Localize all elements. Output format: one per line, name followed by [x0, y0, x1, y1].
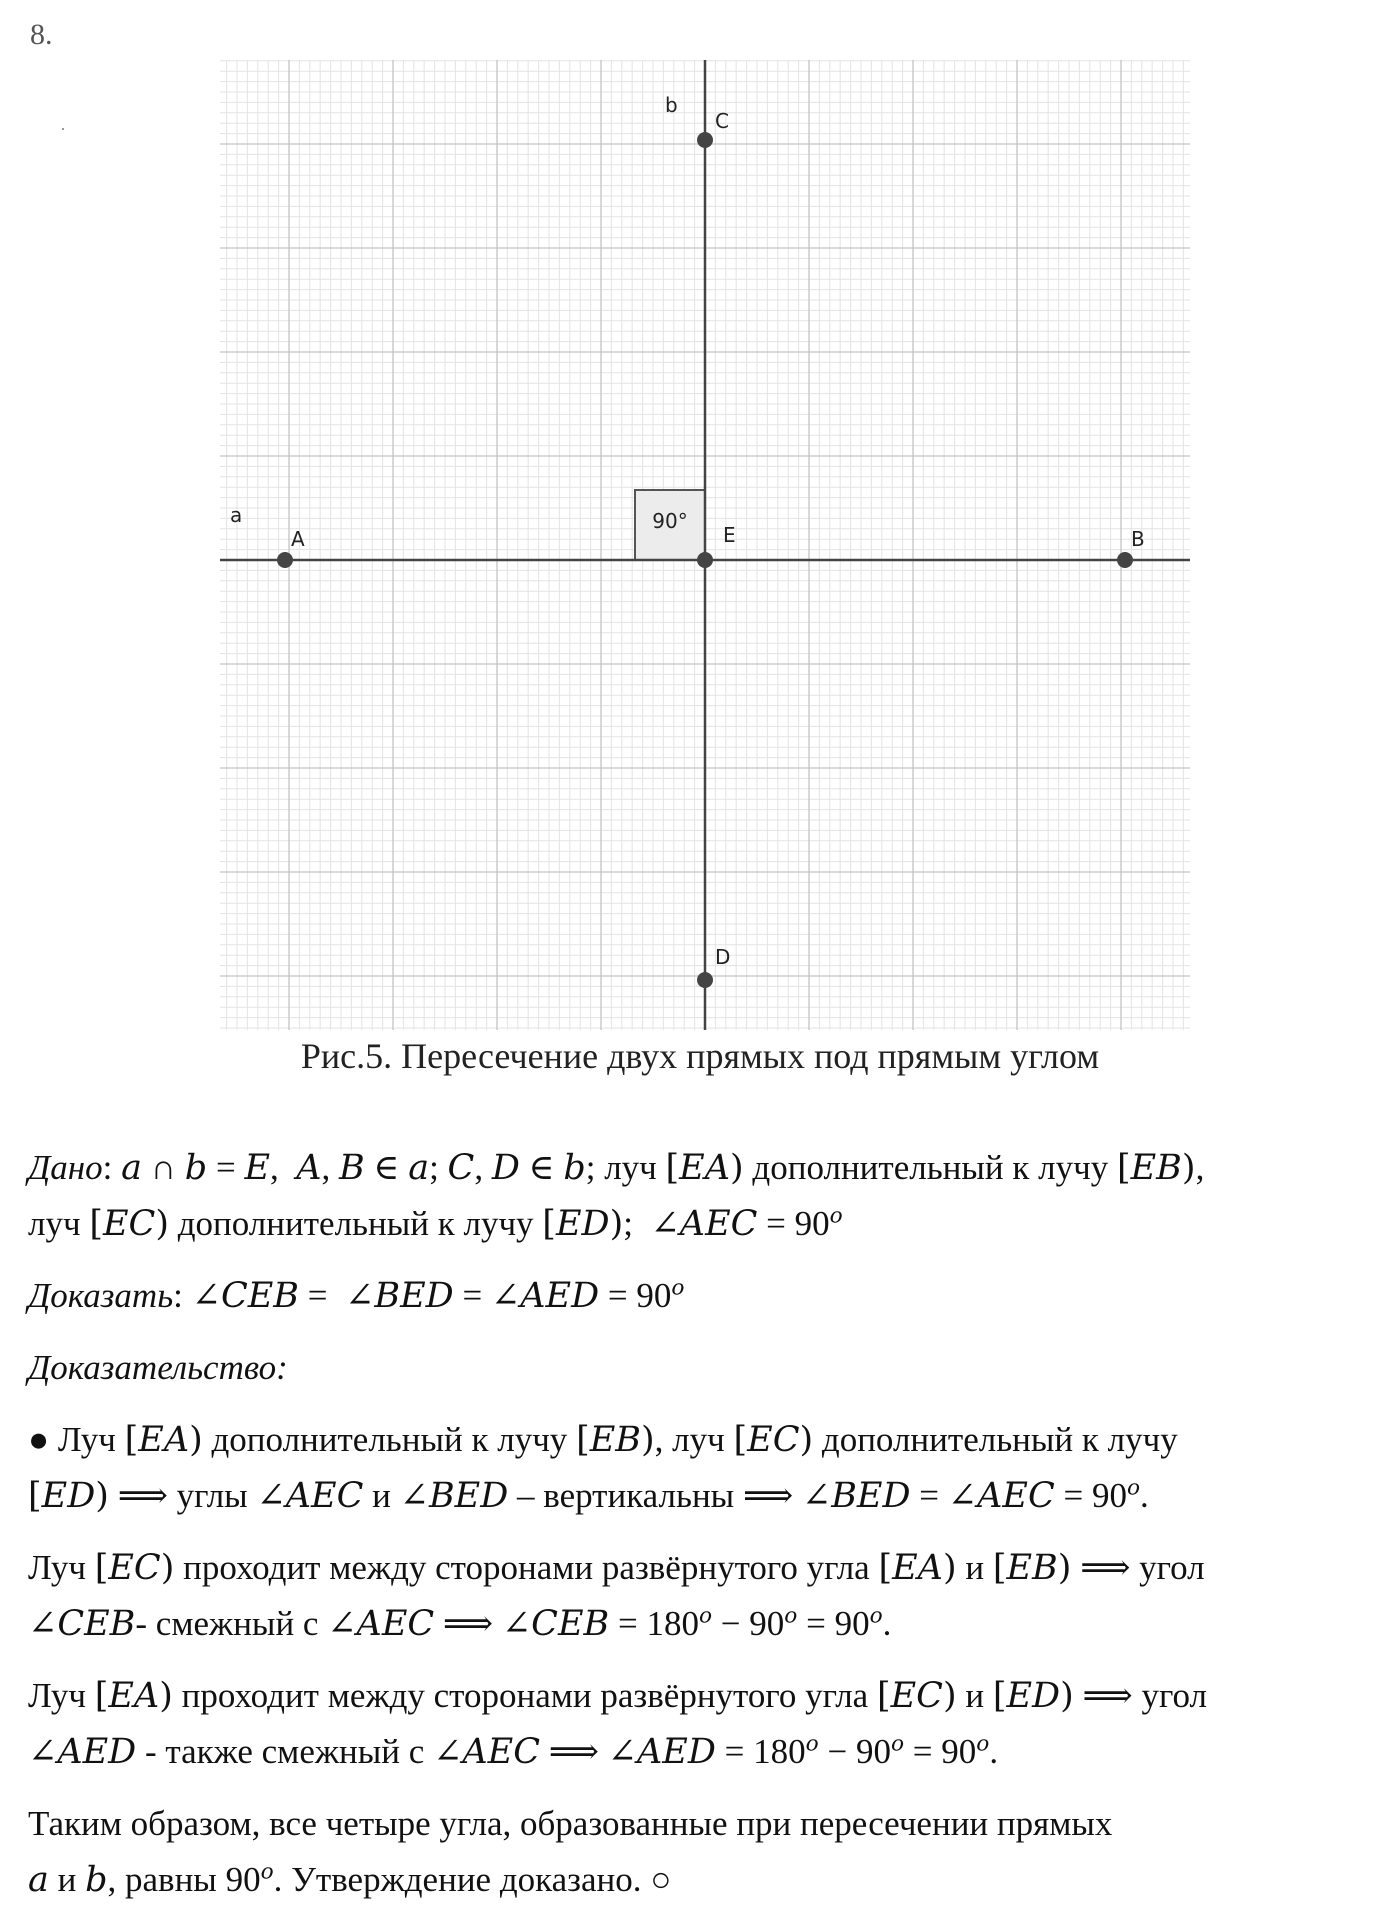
point-label-e: E: [723, 523, 736, 547]
task-number: 8.: [30, 18, 53, 51]
point-b: [1117, 552, 1133, 568]
point-label-c: C: [715, 109, 729, 133]
angle-label: 90°: [652, 509, 688, 533]
figure-caption: Рис.5. Пересечение двух прямых под прямым углом: [300, 1036, 1100, 1076]
point-e: [697, 552, 713, 568]
point-a: [277, 552, 293, 568]
proof-paragraph-1: ● Луч [EA) дополнительный к лучу [EB), луч [EC) дополнительный к лучу [ED) ⟹ углы ∠AEC и ∠BED – вертикальны ⟹ ∠BED = ∠AEC = $90^o$.: [28, 1420, 1178, 1516]
proof-heading: Доказательство:: [28, 1348, 288, 1387]
point-label-d: D: [715, 945, 731, 969]
given-statement: Дано: a ∩ b = E, A, B ∈ a; C, D ∈ b; луч [EA) дополнительный к лучу [EB), луч [EC) дополнительный к лучу [ED); ∠AEC = $90^o$: [28, 1148, 1205, 1244]
line-a-label: a: [230, 503, 243, 527]
point-c: [697, 132, 713, 148]
given-label: Дано: [28, 1148, 103, 1187]
prove-label: Доказать: [28, 1276, 174, 1315]
point-label-a: A: [291, 527, 305, 551]
point-d: [697, 972, 713, 988]
proof-text: [28, 1140, 1378, 1924]
proof-paragraph-3: Луч [EA) проходит между сторонами развёрнутого угла [EC) и [ED) ⟹ угол ∠AED - также смежный с ∠AEC ⟹ ∠AED = $180^o - 90^o = 90^o$.: [28, 1676, 1207, 1772]
proof-conclusion: Таким образом, все четыре угла, образованные при пересечении прямых a и b, равны 90$^o$. Утверждение доказано. ○: [28, 1804, 1113, 1900]
line-b-label: b: [665, 93, 678, 117]
proof-paragraph-2: Луч [EC) проходит между сторонами развёрнутого угла [EA) и [EB) ⟹ угол ∠CEB- смежный с ∠AEC ⟹ ∠CEB = $180^o - 90^o = 90^o$.: [28, 1548, 1205, 1644]
point-label-b: B: [1131, 527, 1145, 551]
prove-statement: Доказать: ∠CEB = ∠BED = ∠AED = $90^o$: [28, 1275, 685, 1316]
stray-dot: [62, 128, 64, 130]
geometry-figure: [220, 60, 1190, 1030]
